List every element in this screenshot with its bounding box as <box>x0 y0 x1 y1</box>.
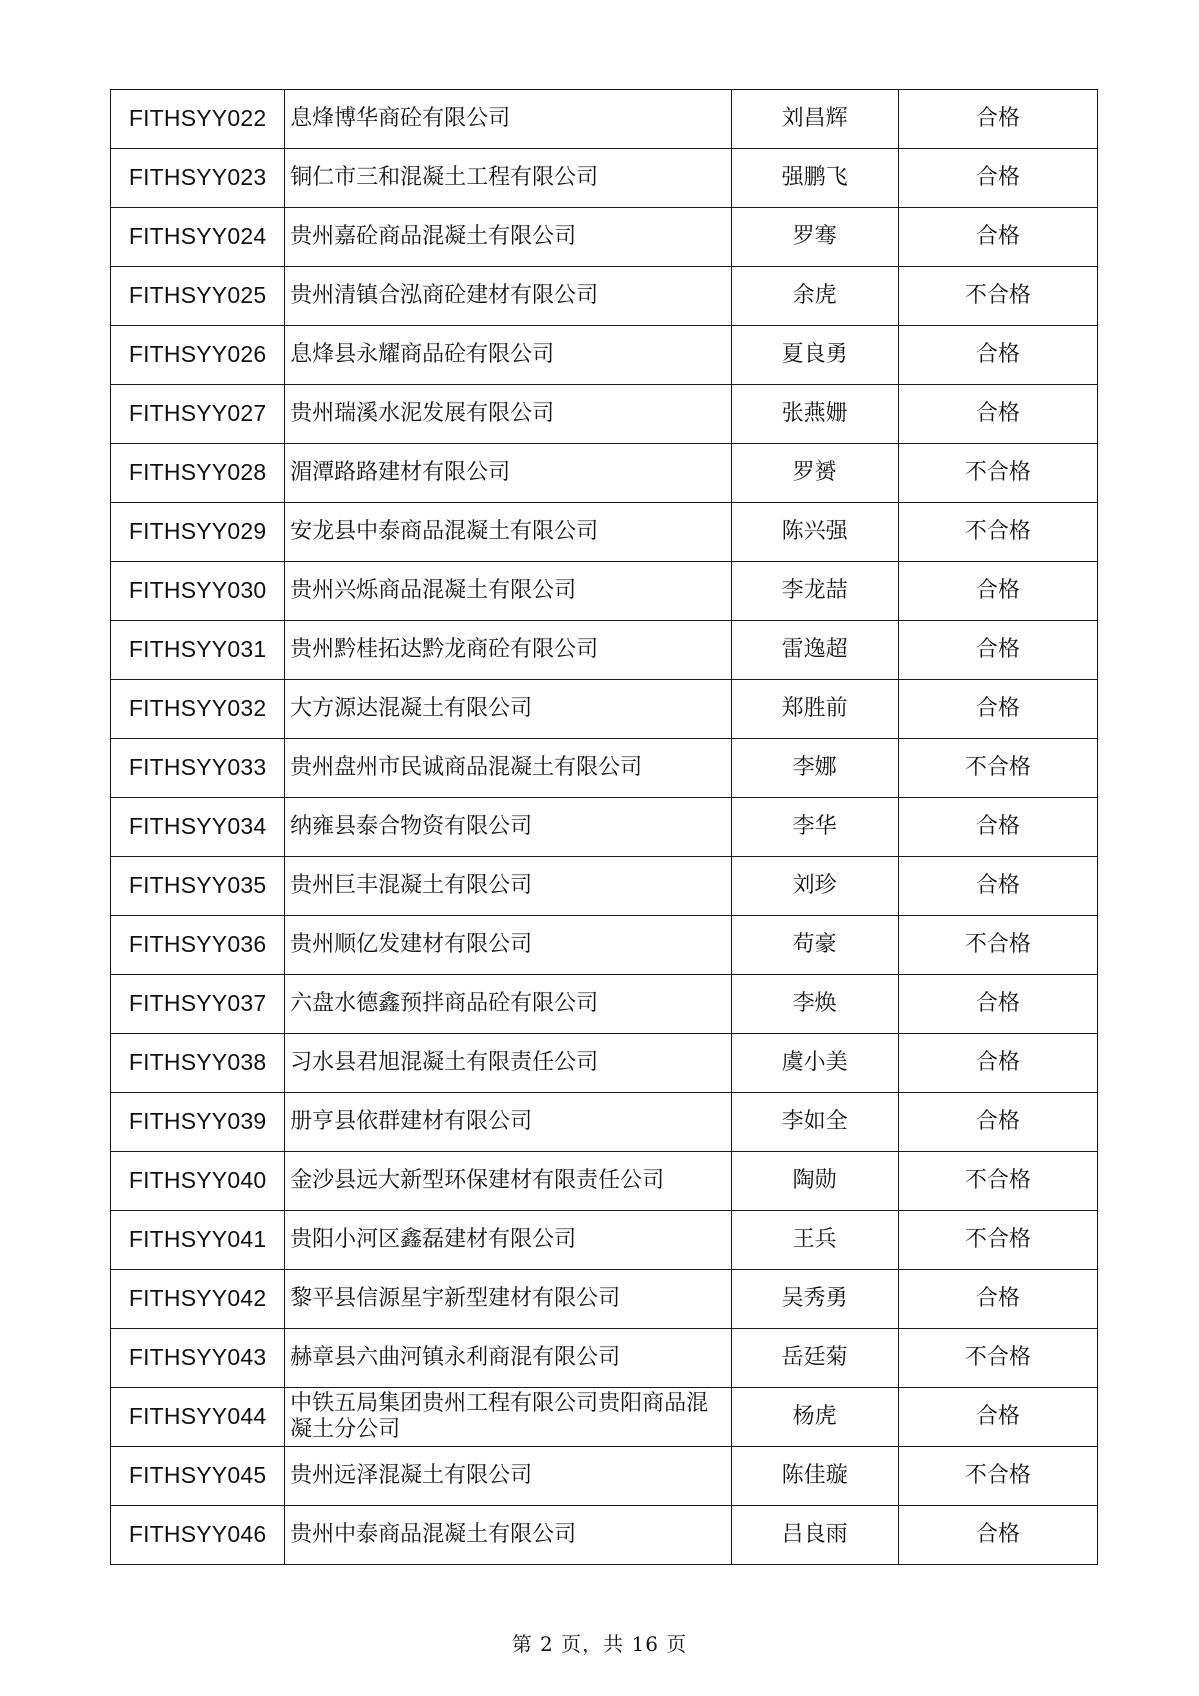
result-cell: 合格 <box>898 562 1097 621</box>
company-name-cell: 金沙县远大新型环保建材有限责任公司 <box>285 1152 731 1211</box>
contact-person-cell: 李焕 <box>731 975 898 1034</box>
table-row <box>111 1093 1098 1152</box>
result-cell: 不合格 <box>898 1447 1097 1506</box>
company-name-cell: 湄潭路路建材有限公司 <box>285 444 731 503</box>
company-name-cell: 大方源达混凝土有限公司 <box>285 680 731 739</box>
contact-person-cell: 陈兴强 <box>731 503 898 562</box>
contact-person-cell: 强鹏飞 <box>731 149 898 208</box>
result-cell: 合格 <box>898 1034 1097 1093</box>
result-cell: 合格 <box>898 1270 1097 1329</box>
sample-code-cell: FITHSYY028 <box>111 444 285 503</box>
table-row <box>111 503 1098 562</box>
company-name-cell: 息烽博华商砼有限公司 <box>285 90 731 149</box>
sample-code-cell: FITHSYY045 <box>111 1447 285 1506</box>
table-row <box>111 90 1098 149</box>
company-name-cell: 安龙县中泰商品混凝土有限公司 <box>285 503 731 562</box>
result-cell: 合格 <box>898 621 1097 680</box>
contact-person-cell: 陈佳璇 <box>731 1447 898 1506</box>
contact-person-cell: 李华 <box>731 798 898 857</box>
contact-person-cell: 李娜 <box>731 739 898 798</box>
table-row <box>111 680 1098 739</box>
result-cell: 合格 <box>898 90 1097 149</box>
sample-code-cell: FITHSYY033 <box>111 739 285 798</box>
sample-code-cell: FITHSYY042 <box>111 1270 285 1329</box>
page-number: 第 2 页，共 16 页 <box>511 1632 688 1656</box>
company-name-cell: 习水县君旭混凝土有限责任公司 <box>285 1034 731 1093</box>
result-cell: 不合格 <box>898 1152 1097 1211</box>
table-row <box>111 739 1098 798</box>
result-cell: 合格 <box>898 326 1097 385</box>
result-cell: 不合格 <box>898 739 1097 798</box>
sample-code-cell: FITHSYY030 <box>111 562 285 621</box>
table-row <box>111 562 1098 621</box>
result-cell: 合格 <box>898 1506 1097 1565</box>
sample-code-cell: FITHSYY029 <box>111 503 285 562</box>
table-row <box>111 621 1098 680</box>
result-cell: 合格 <box>898 857 1097 916</box>
company-name-cell: 贵州黔桂拓达黔龙商砼有限公司 <box>285 621 731 680</box>
company-name-cell: 册亨县依群建材有限公司 <box>285 1093 731 1152</box>
sample-code-cell: FITHSYY026 <box>111 326 285 385</box>
result-cell: 合格 <box>898 975 1097 1034</box>
table-row <box>111 1270 1098 1329</box>
company-name-cell: 铜仁市三和混凝土工程有限公司 <box>285 149 731 208</box>
result-cell: 不合格 <box>898 503 1097 562</box>
contact-person-cell: 王兵 <box>731 1211 898 1270</box>
company-name-cell: 纳雍县泰合物资有限公司 <box>285 798 731 857</box>
result-cell: 合格 <box>898 1093 1097 1152</box>
result-cell: 合格 <box>898 149 1097 208</box>
company-name-cell: 贵州顺亿发建材有限公司 <box>285 916 731 975</box>
sample-code-cell: FITHSYY038 <box>111 1034 285 1093</box>
result-cell: 合格 <box>898 798 1097 857</box>
result-cell: 合格 <box>898 385 1097 444</box>
sample-code-cell: FITHSYY036 <box>111 916 285 975</box>
results-table-body <box>111 90 1098 1565</box>
result-cell: 不合格 <box>898 1211 1097 1270</box>
sample-code-cell: FITHSYY039 <box>111 1093 285 1152</box>
sample-code-cell: FITHSYY046 <box>111 1506 285 1565</box>
sample-code-cell: FITHSYY025 <box>111 267 285 326</box>
result-cell: 不合格 <box>898 1329 1097 1388</box>
company-name-cell: 贵州盘州市民诚商品混凝土有限公司 <box>285 739 731 798</box>
table-row <box>111 326 1098 385</box>
table-row <box>111 975 1098 1034</box>
company-name-cell: 黎平县信源星宇新型建材有限公司 <box>285 1270 731 1329</box>
results-table <box>110 89 1098 1565</box>
table-row <box>111 1388 1098 1447</box>
sample-code-cell: FITHSYY027 <box>111 385 285 444</box>
company-name-cell: 贵阳小河区鑫磊建材有限公司 <box>285 1211 731 1270</box>
sample-code-cell: FITHSYY040 <box>111 1152 285 1211</box>
contact-person-cell: 张燕姗 <box>731 385 898 444</box>
sample-code-cell: FITHSYY022 <box>111 90 285 149</box>
contact-person-cell: 李如全 <box>731 1093 898 1152</box>
table-row <box>111 208 1098 267</box>
sample-code-cell: FITHSYY043 <box>111 1329 285 1388</box>
sample-code-cell: FITHSYY032 <box>111 680 285 739</box>
sample-code-cell: FITHSYY023 <box>111 149 285 208</box>
contact-person-cell: 吕良雨 <box>731 1506 898 1565</box>
company-name-cell: 贵州远泽混凝土有限公司 <box>285 1447 731 1506</box>
contact-person-cell: 刘昌辉 <box>731 90 898 149</box>
sample-code-cell: FITHSYY044 <box>111 1388 285 1447</box>
company-name-cell: 息烽县永耀商品砼有限公司 <box>285 326 731 385</box>
sample-code-cell: FITHSYY034 <box>111 798 285 857</box>
company-name-cell: 六盘水德鑫预拌商品砼有限公司 <box>285 975 731 1034</box>
table-row <box>111 444 1098 503</box>
table-row <box>111 1447 1098 1506</box>
result-cell: 不合格 <box>898 916 1097 975</box>
contact-person-cell: 郑胜前 <box>731 680 898 739</box>
contact-person-cell: 刘珍 <box>731 857 898 916</box>
company-name-cell: 贵州嘉砼商品混凝土有限公司 <box>285 208 731 267</box>
table-row <box>111 149 1098 208</box>
company-name-cell: 赫章县六曲河镇永利商混有限公司 <box>285 1329 731 1388</box>
table-row <box>111 1034 1098 1093</box>
contact-person-cell: 苟豪 <box>731 916 898 975</box>
sample-code-cell: FITHSYY041 <box>111 1211 285 1270</box>
contact-person-cell: 虞小美 <box>731 1034 898 1093</box>
sample-code-cell: FITHSYY037 <box>111 975 285 1034</box>
contact-person-cell: 罗赟 <box>731 444 898 503</box>
contact-person-cell: 杨虎 <box>731 1388 898 1447</box>
contact-person-cell: 岳廷菊 <box>731 1329 898 1388</box>
contact-person-cell: 吴秀勇 <box>731 1270 898 1329</box>
contact-person-cell: 罗骞 <box>731 208 898 267</box>
result-cell: 合格 <box>898 680 1097 739</box>
sample-code-cell: FITHSYY024 <box>111 208 285 267</box>
table-row <box>111 798 1098 857</box>
table-row <box>111 385 1098 444</box>
contact-person-cell: 夏良勇 <box>731 326 898 385</box>
table-row <box>111 1329 1098 1388</box>
table-row <box>111 267 1098 326</box>
result-cell: 合格 <box>898 1388 1097 1447</box>
contact-person-cell: 余虎 <box>731 267 898 326</box>
table-row <box>111 916 1098 975</box>
company-name-cell: 中铁五局集团贵州工程有限公司贵阳商品混凝土分公司 <box>285 1388 731 1447</box>
result-cell: 不合格 <box>898 267 1097 326</box>
table-row <box>111 1506 1098 1565</box>
company-name-cell: 贵州巨丰混凝土有限公司 <box>285 857 731 916</box>
table-row <box>111 857 1098 916</box>
sample-code-cell: FITHSYY035 <box>111 857 285 916</box>
contact-person-cell: 雷逸超 <box>731 621 898 680</box>
company-name-cell: 贵州清镇合泓商砼建材有限公司 <box>285 267 731 326</box>
sample-code-cell: FITHSYY031 <box>111 621 285 680</box>
company-name-cell: 贵州瑞溪水泥发展有限公司 <box>285 385 731 444</box>
table-row <box>111 1211 1098 1270</box>
table-row <box>111 1152 1098 1211</box>
company-name-cell: 贵州中泰商品混凝土有限公司 <box>285 1506 731 1565</box>
contact-person-cell: 李龙喆 <box>731 562 898 621</box>
result-cell: 不合格 <box>898 444 1097 503</box>
contact-person-cell: 陶勋 <box>731 1152 898 1211</box>
company-name-cell: 贵州兴烁商品混凝土有限公司 <box>285 562 731 621</box>
result-cell: 合格 <box>898 208 1097 267</box>
